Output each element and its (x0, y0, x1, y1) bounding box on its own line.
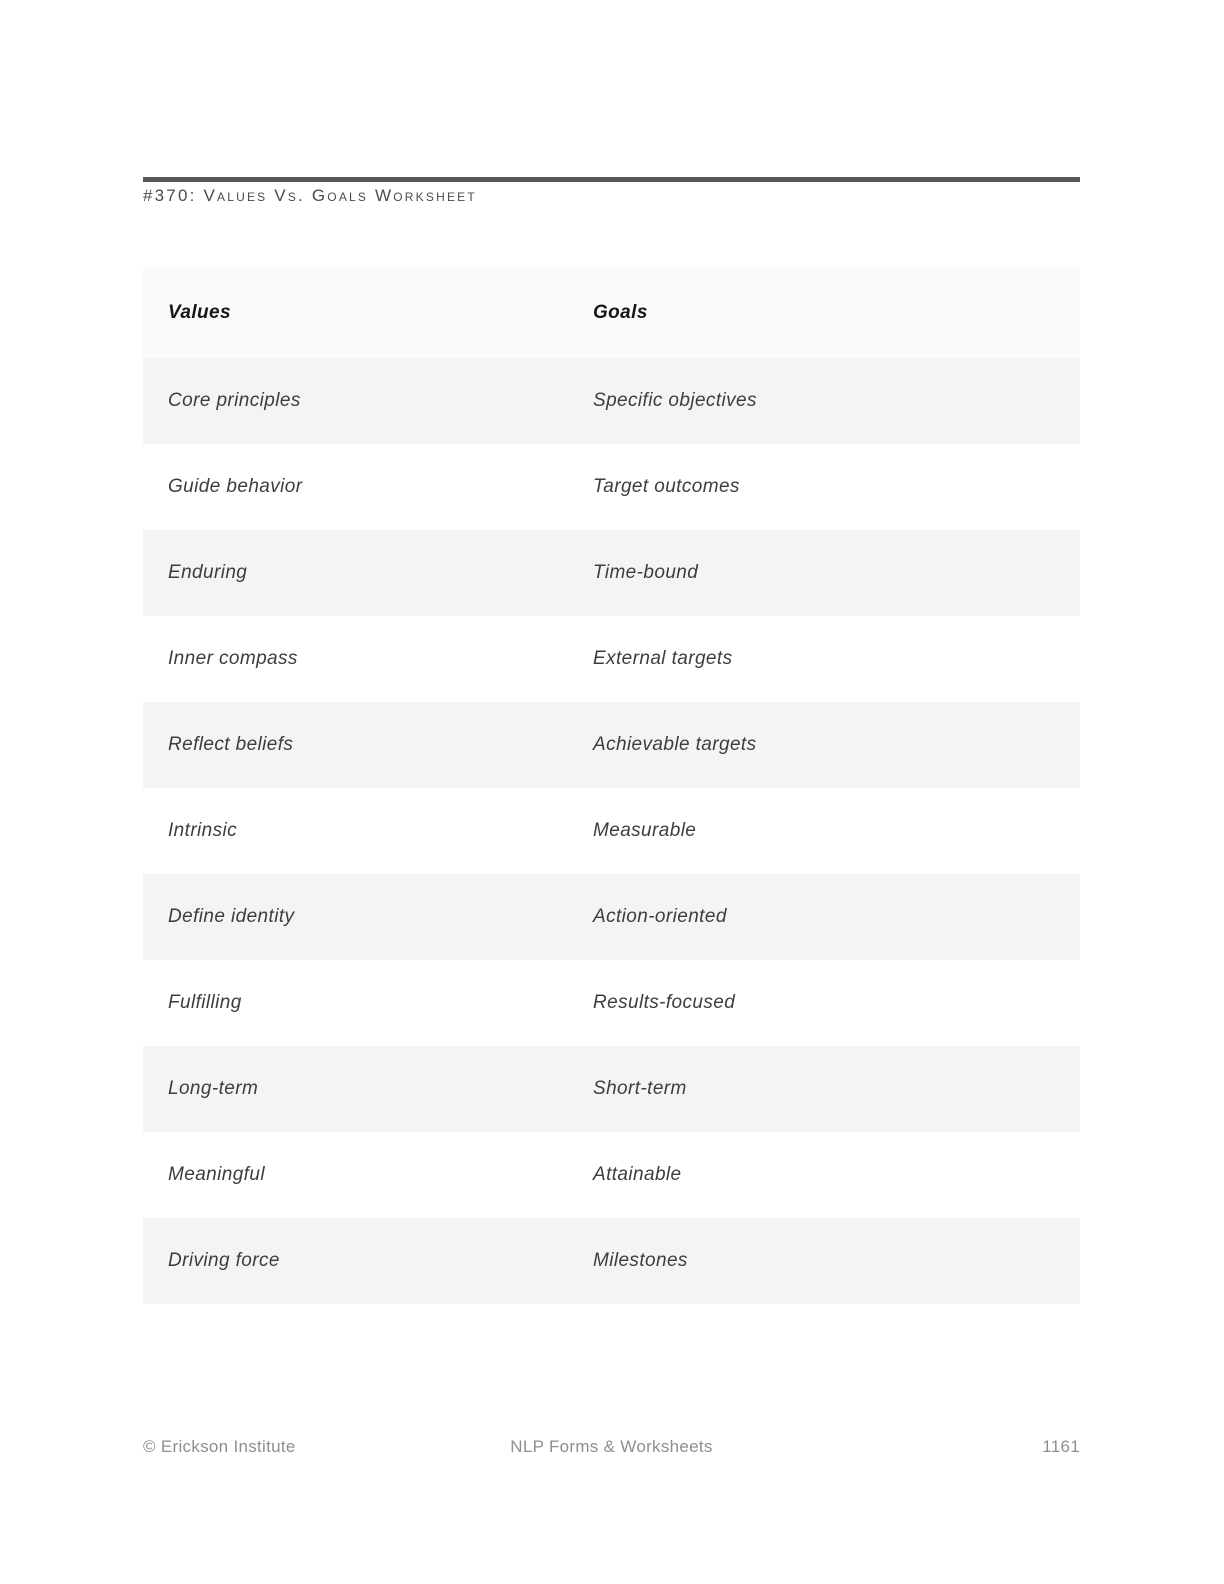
table-row (143, 960, 1080, 1046)
table-row (143, 1132, 1080, 1218)
goals-cell: Target outcomes (593, 476, 740, 497)
values-cell: Meaningful (168, 1164, 265, 1185)
page-footer (143, 1437, 1080, 1459)
goals-cell: Achievable targets (593, 734, 757, 755)
table-row (143, 874, 1080, 960)
goals-cell: External targets (593, 648, 733, 669)
values-cell: Reflect beliefs (168, 734, 294, 755)
goals-cell: Milestones (593, 1250, 688, 1271)
goals-cell: Short-term (593, 1078, 687, 1099)
table-header-row (143, 267, 1080, 358)
values-cell: Intrinsic (168, 820, 238, 841)
table-row (143, 1046, 1080, 1132)
values-cell: Inner compass (168, 648, 298, 669)
table-row (143, 444, 1080, 530)
values-cell: Guide behavior (168, 476, 303, 497)
values-cell: Core principles (168, 390, 301, 411)
goals-cell: Action-oriented (593, 906, 727, 927)
column-header-values: Values (168, 301, 231, 323)
table-row (143, 702, 1080, 788)
footer-collection-title: NLP Forms & Worksheets (510, 1437, 713, 1456)
table-row (143, 1218, 1080, 1304)
table-row (143, 616, 1080, 702)
values-cell: Fulfilling (168, 992, 242, 1013)
page-title: #370: Values Vs. Goals Worksheet (143, 186, 477, 205)
goals-cell: Attainable (593, 1164, 682, 1185)
footer-copyright: © Erickson Institute (143, 1437, 296, 1456)
goals-cell: Time-bound (593, 562, 699, 583)
goals-cell: Specific objectives (593, 390, 757, 411)
footer-page-number: 1161 (1042, 1437, 1080, 1456)
title-rule (143, 177, 1080, 182)
column-header-goals: Goals (593, 301, 648, 323)
values-cell: Enduring (168, 562, 248, 583)
values-cell: Define identity (168, 906, 295, 927)
table-row (143, 358, 1080, 444)
table-row (143, 530, 1080, 616)
values-cell: Driving force (168, 1250, 280, 1271)
values-cell: Long-term (168, 1078, 259, 1099)
values-goals-table (143, 267, 1080, 1304)
table-row (143, 788, 1080, 874)
goals-cell: Measurable (593, 820, 697, 841)
goals-cell: Results-focused (593, 992, 736, 1013)
